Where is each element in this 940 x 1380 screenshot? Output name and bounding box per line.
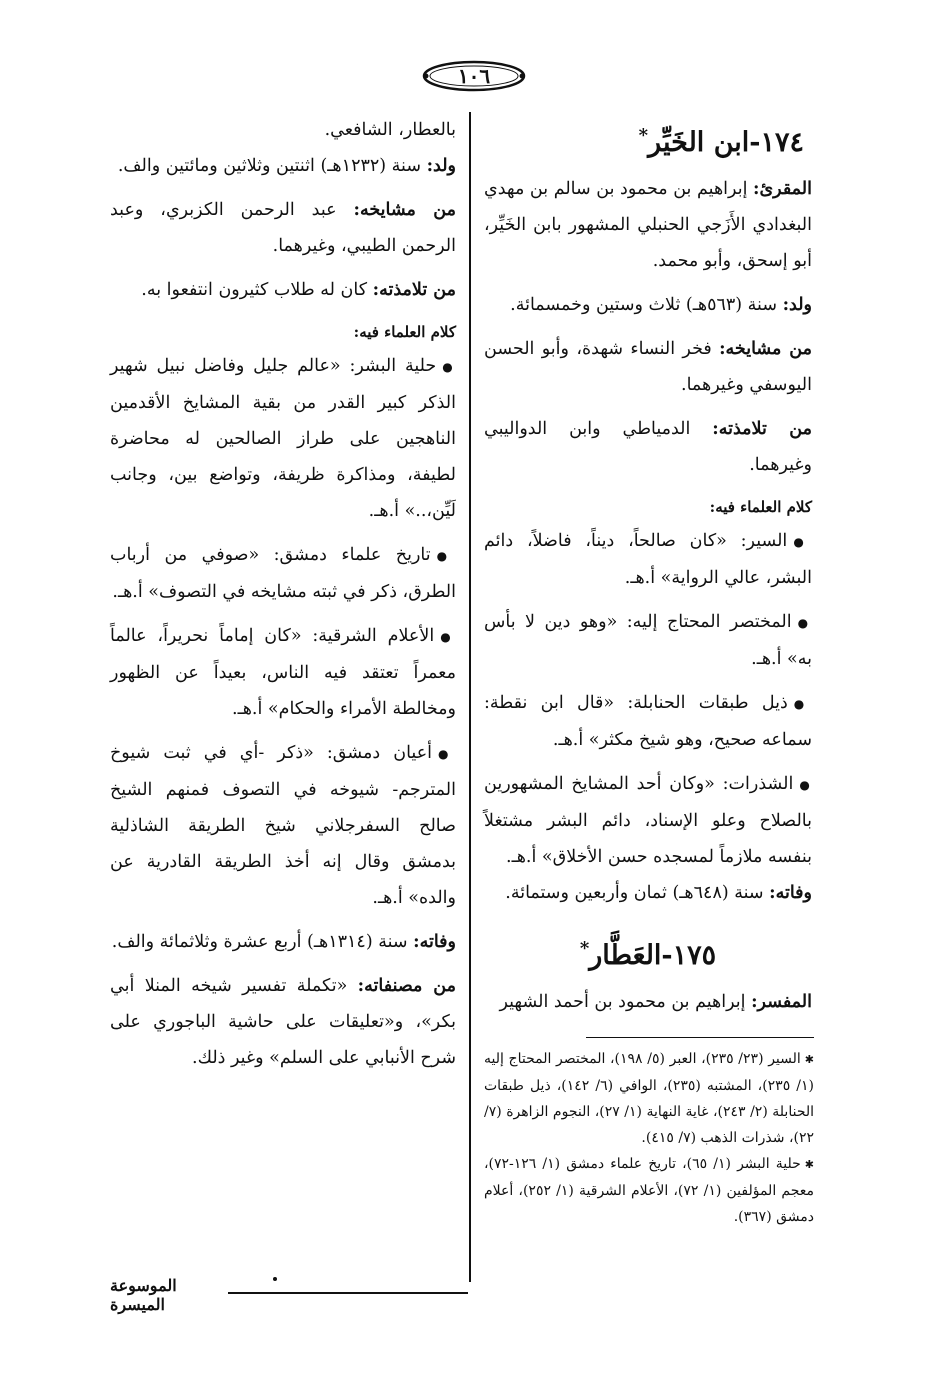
field-label: من مصنفاته: [357,976,456,996]
field-label: ولد: [782,295,812,315]
teachers-line [110,192,456,264]
field-label: وفاته: [413,932,456,952]
born-line [484,287,812,323]
entry-title: ١٧٤-ابن الخَيِّر [648,127,804,158]
field-text: سنة (٥٦٣هـ) ثلاث وستين وخمسمائة. [510,295,783,315]
field-label: المقرئ: [753,179,812,199]
quote-item: ● تاريخ علماء دمشق: «صوفي من أرباب الطرق، ذكر في ثبته مشايخه في التصوف» أ.هـ. [110,537,456,610]
right-column [484,112,812,1020]
field-label: ولد: [426,156,456,176]
death-line [484,875,812,911]
quote-item: ● الأعلام الشرقية: «كان إماماً نحريراً، عالماً معمراً تعتقد فيه الناس، بعيداً عن الظهور ومخالطة الأمراء والحكام» أ.هـ. [110,618,456,727]
death-line [110,924,456,960]
field-text: فخر النساء شهدة، وأبو الحسن اليوسفي وغيرهما. [484,339,812,395]
quote-item: ● المختصر المحتاج إليه: «وهو دين لا بأس به» أ.هـ. [484,604,812,677]
field-label: من مشايخه: [353,200,456,220]
field-text: إبراهيم بن محمود بن أحمد الشهير [499,992,752,1012]
entry-heading-174 [484,112,812,167]
students-line [484,411,812,483]
field-text: الدمياطي وابن الدواليبي وغيرهما. [484,419,812,475]
field-text: سنة (٦٤٨هـ) ثمان وأربعين وستمائة. [505,883,770,903]
footnotes [484,1046,814,1230]
scholars-heading: كلام العلماء فيه: [709,498,812,516]
field-label: المفسر: [751,992,812,1012]
field-label: من تلامذته: [372,280,456,300]
quote-item: ● حلية البشر: «عالم جليل وفاضل نبيل شهير الذكر كبير القدر من بقية المشايخ الأقدمين الناهجين على طراز الصالحين له محاضرة لطيفة، ومذاكرة ظريفة، وتواضع بين، وجانب لَيِّن،..» أ.هـ. [110,348,456,529]
footnote-rule [586,1037,814,1038]
page-footer [110,1262,468,1314]
field-text: «تكملة تفسير شيخه المنلا أبي بكر»، و«تعليقات على حاشية الباجوري على شرح الأنبابي على السلم» وغير ذلك. [110,976,456,1068]
bio-paragraph [484,171,812,279]
bio-paragraph [484,984,812,1020]
field-label: من مشايخه: [719,339,812,359]
field-text: عبد الرحمن الكزبري، وعبد الرحمن الطيبي، وغيرهما. [110,200,456,256]
field-text: سنة (١٢٣٢هـ) اثنتين وثلاثين ومائتين والف. [117,156,427,176]
entry-heading-175 [484,925,812,980]
field-label: وفاته: [769,883,812,903]
footer-rule [228,1292,468,1294]
footer-dot [273,1277,277,1281]
quote-item: ● أعيان دمشق: «ذكر -أي في ثبت شيوخ المترجم- شيوخه في التصوف فمنهم الشيخ صالح السفرجلاني شيخ الطريقة الشاذلية بدمشق وقال إنه أخذ الطريقة القادرية عن والده» أ.هـ. [110,735,456,916]
footer-title: الموسوعة الميسرة [110,1276,177,1314]
field-label: من تلامذته: [712,419,812,439]
entry-title: ١٧٥-العَطَّار [589,940,717,971]
field-text: سنة (١٣١٤هـ) أربع عشرة وثلاثمائة والف. [111,932,414,952]
scholars-heading: كلام العلماء فيه: [353,323,456,341]
continuation-line: بالعطار، الشافعي. [324,120,456,140]
column-divider [469,112,471,1282]
page-number: ١٠٦ [457,64,491,88]
footnote: ✱ حلية البشر (١/ ٦٥)، تاريخ علماء دمشق (١/ ١٢٦-٧٢)، معجم المؤلفين (١/ ٧٢)، الأعلام الشرقية (١/ ٢٥٢)، أعلام دمشق (٣٦٧). [484,1151,814,1230]
left-column [110,112,456,1076]
page-number-ornament [420,58,528,94]
quote-item: ● السير: «كان صالحاً، ديناً، فاضلاً، دائم البشر، عالي الرواية» أ.هـ. [484,523,812,596]
quote-item: ● الشذرات: «وكان أحد المشايخ المشهورين بالصلاح وعلو الإسناد، دائم البشر مشتغلاً بنفسه ملازماً لمسجده حسن الأخلاق» أ.هـ. [484,766,812,875]
field-text: كان له طلاب كثيرون انتفعوا به. [141,280,373,300]
footnote: ✱ السير (٢٣/ ٢٣٥)، العبر (٥/ ١٩٨)، المختصر المحتاج إليه (١/ ٢٣٥)، المشتبه (٢٣٥)، الوافي (٦/ ١٤٢)، ذيل طبقات الحنابلة (٢/ ٢٤٣)، غاية النهاية (١/ ٢٧)، النجوم الزاهرة (٧/ ٢٢)، شذرات الذهب (٧/ ٤١٥). [484,1046,814,1151]
quote-item: ● ذيل طبقات الحنابلة: «قال ابن نقطة: سماعه صحيح، وهو شيخ مكثر» أ.هـ. [484,685,812,758]
teachers-line [484,331,812,403]
works-line [110,968,456,1076]
footnote-mark: * [579,938,590,959]
students-line [110,272,456,308]
born-line [110,148,456,184]
field-text: إبراهيم بن محمود بن سالم بن مهدي البغدادي الأَزَجي الحنبلي المشهور بابن الخَيِّر، أبو إسحق، وأبو محمد. [484,179,812,271]
footnote-mark: * [638,125,649,146]
